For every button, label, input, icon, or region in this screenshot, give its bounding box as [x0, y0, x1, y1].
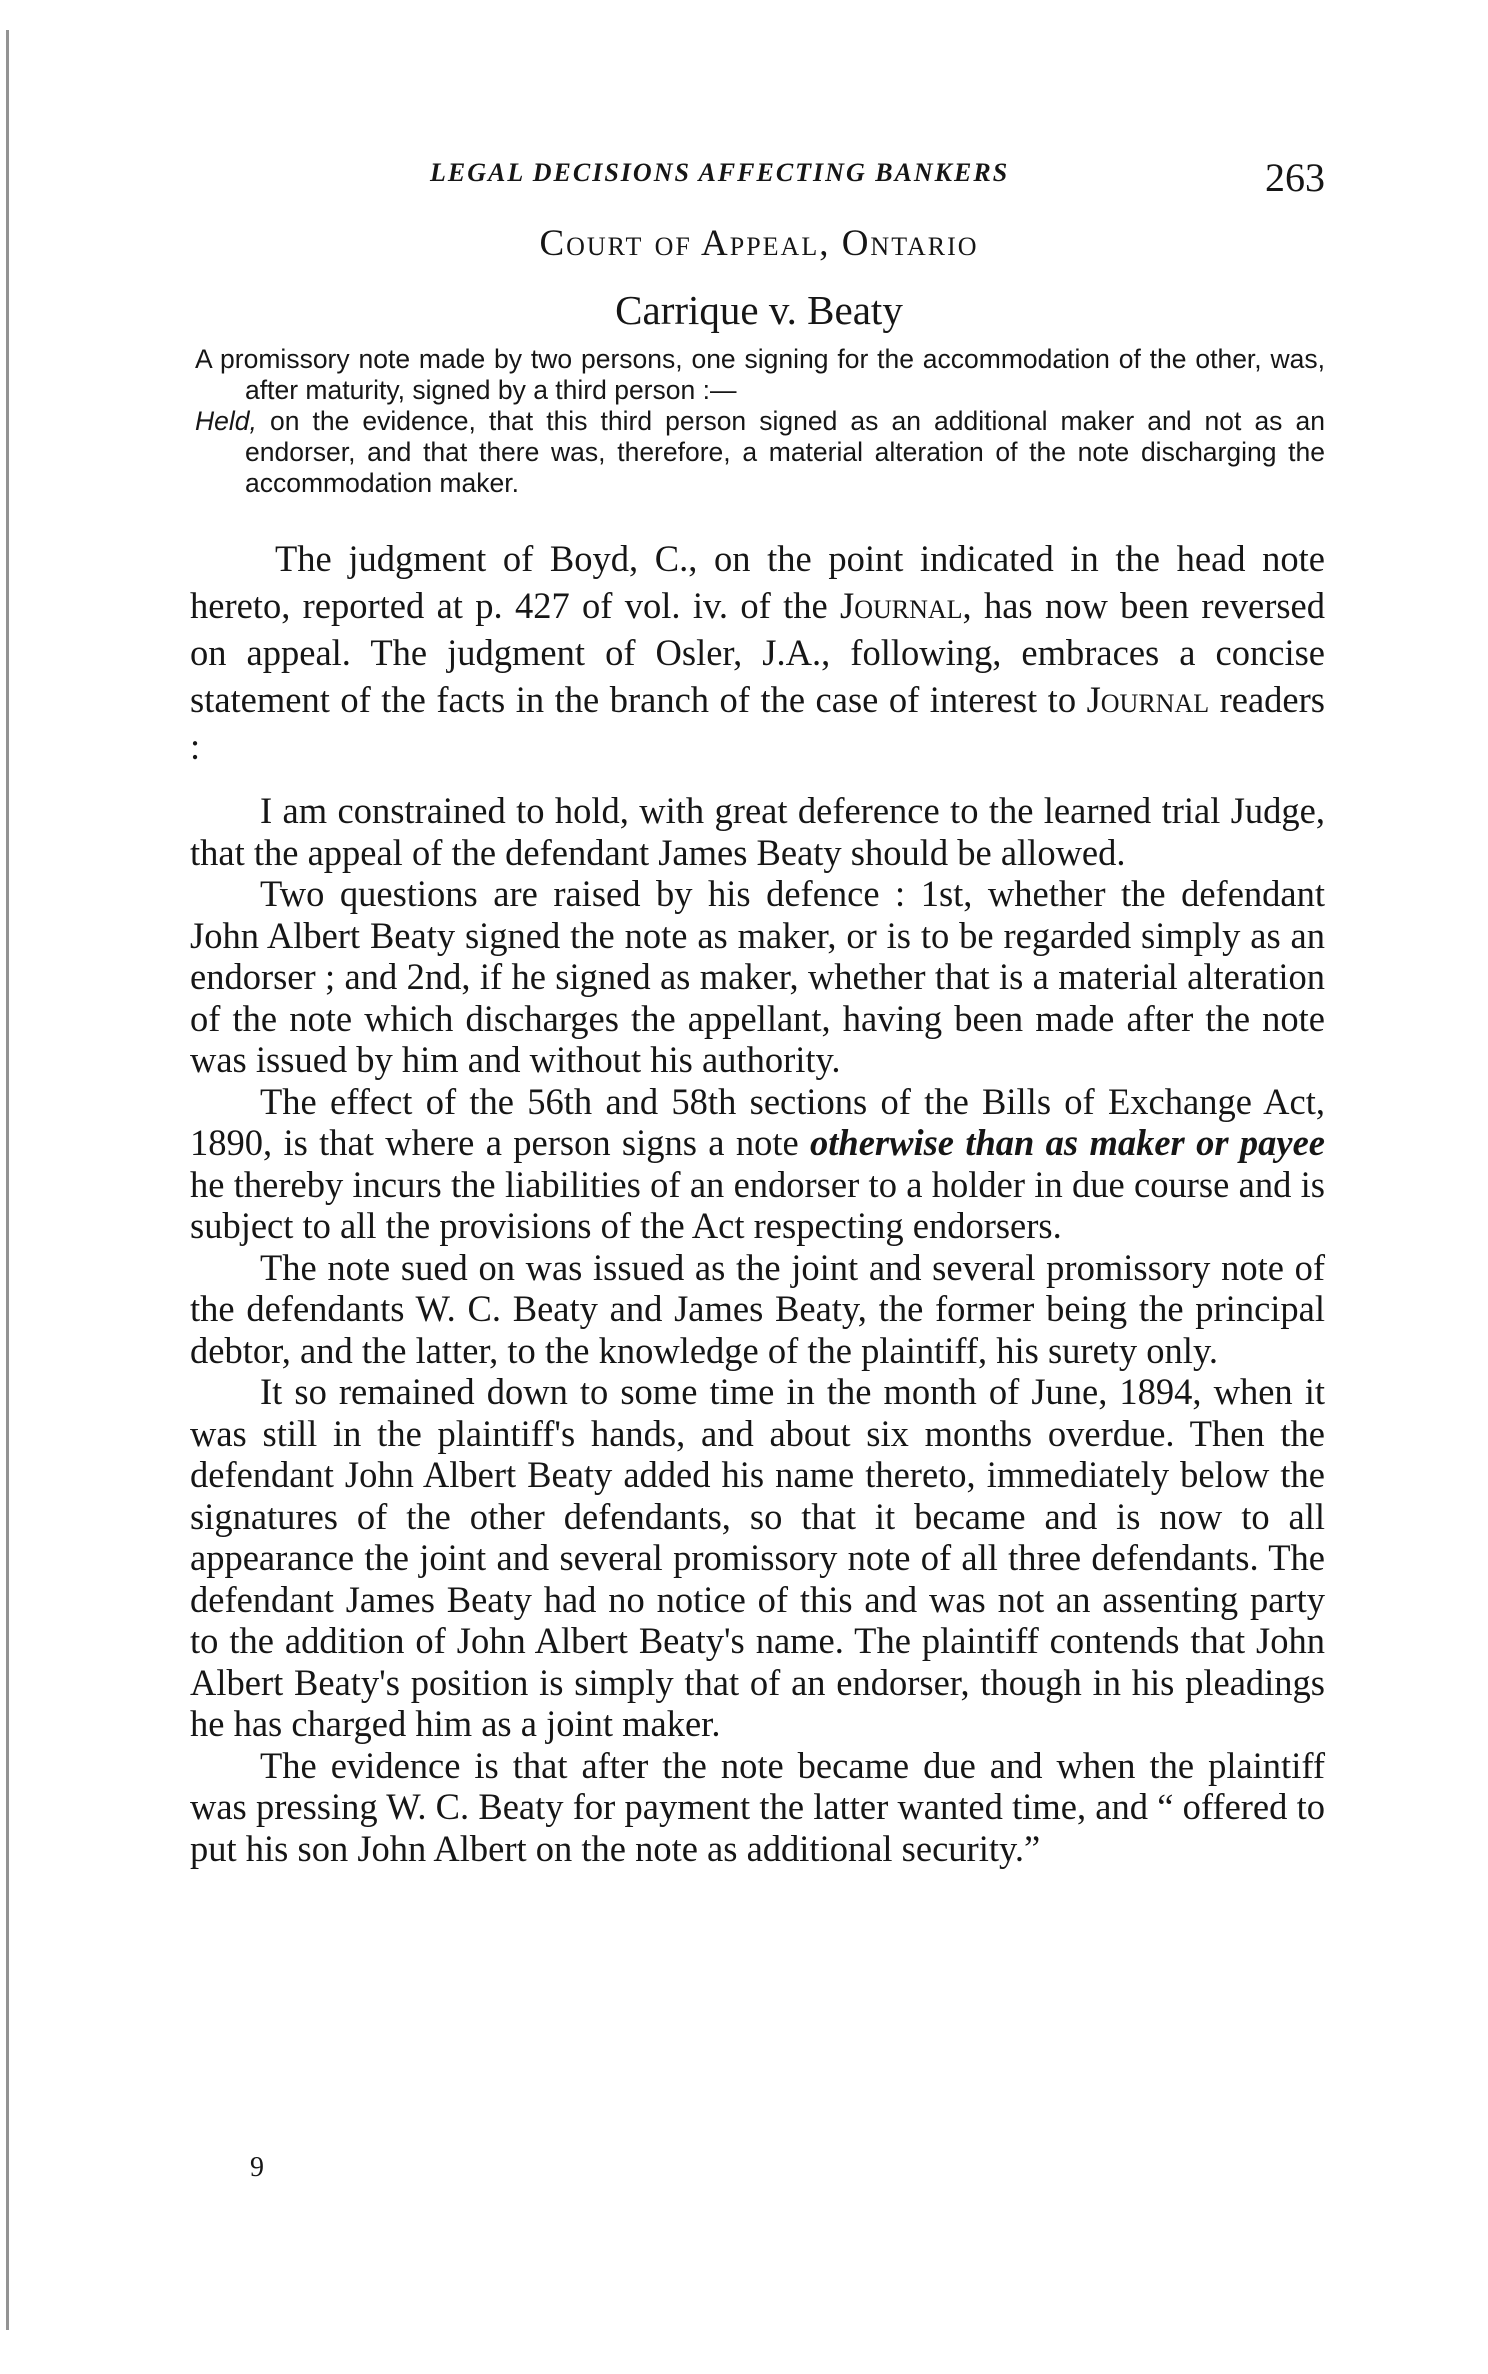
headnote-holding-text: on the evidence, that this third person signed as an additional maker and not as an endorser, and that there was, therefore, a material alteration of the note discharging the accommodation maker.	[245, 406, 1325, 498]
paragraph-6: The evidence is that after the note became due and when the plaintiff was pressing W. C. Beaty for payment the latter wanted time, and “ offered to put his son John Albert on the note as additional security.”	[190, 1744, 1325, 1869]
headnote	[195, 344, 1325, 499]
page-edge-shadow	[6, 30, 9, 2330]
headnote-holding	[195, 406, 1325, 499]
paragraph-3-text-a: The effect of the 56th and 58th sections of the Bills of Exchange Act, 1890, is that where a person signs a note	[190, 1080, 1325, 1163]
body-text	[190, 535, 1325, 1869]
judgment-text-b: , has now been reversed on appeal. The judgment of Osler, J.A., following, embraces a concise statement of the facts in the branch of the case of interest to	[190, 585, 1325, 720]
paragraph-3	[190, 1081, 1325, 1247]
paragraph-judgment	[190, 535, 1325, 770]
court-heading: Court of Appeal, Ontario	[539, 223, 979, 264]
headnote-facts: A promissory note made by two persons, one signing for the accommodation of the other, was, after maturity, signed by a third person :—	[195, 344, 1325, 405]
paragraph-1: I am constrained to hold, with great deference to the learned trial Judge, that the appeal of the defendant James Beaty should be allowed.	[190, 790, 1325, 873]
running-head	[185, 150, 1325, 210]
paragraph-3-text-b: he thereby incurs the liabilities of an endorser to a holder in due course and is subject to all the provisions of the Act respecting endorsers.	[190, 1163, 1325, 1246]
judgment-text-c: readers :	[190, 679, 1325, 767]
judgment-text-a: The judgment of Boyd, C., on the point indicated in the head note hereto, reported at p. 427 of vol. iv. of the	[190, 538, 1325, 626]
held-label: Held,	[195, 406, 257, 436]
page-number: 263	[1265, 155, 1325, 200]
signature-mark: 9	[250, 2152, 264, 2183]
journal-ref-1: Journal	[839, 585, 963, 626]
paragraph-2: Two questions are raised by his defence : 1st, whether the defendant John Albert Beaty signed the note as maker, or is to be regarded simply as an endorser ; and 2nd, if he signed as maker, whether that is a material alteration of the note which discharges the appellant, having been made after the note was issued by him and without his authority.	[190, 873, 1325, 1080]
case-title: Carrique v. Beaty	[615, 287, 903, 333]
running-head-title: LEGAL DECISIONS AFFECTING BANKERS	[430, 158, 1010, 187]
paragraph-5: It so remained down to some time in the month of June, 1894, when it was still in the plaintiff's hands, and about six months overdue. Then the defendant John Albert Beaty added his name thereto, immediately below the signatures of the other defendants, so that it became and is now to all appearance the joint and several promissory note of all three defendants. The defendant James Beaty had no notice of this and was not an assenting party to the addition of John Albert Beaty's name. The plaintiff contends that John Albert Beaty's position is simply that of an endorser, though in his pleadings he has charged him as a joint maker.	[190, 1371, 1325, 1744]
journal-ref-2: Journal	[1086, 679, 1210, 720]
paragraph-3-emphasis: otherwise than as maker or payee	[810, 1122, 1325, 1163]
paragraph-4: The note sued on was issued as the joint and several promissory note of the defendants W. C. Beaty and James Beaty, the former being the principal debtor, and the latter, to the knowledge of the plaintiff, his surety only.	[190, 1246, 1325, 1371]
